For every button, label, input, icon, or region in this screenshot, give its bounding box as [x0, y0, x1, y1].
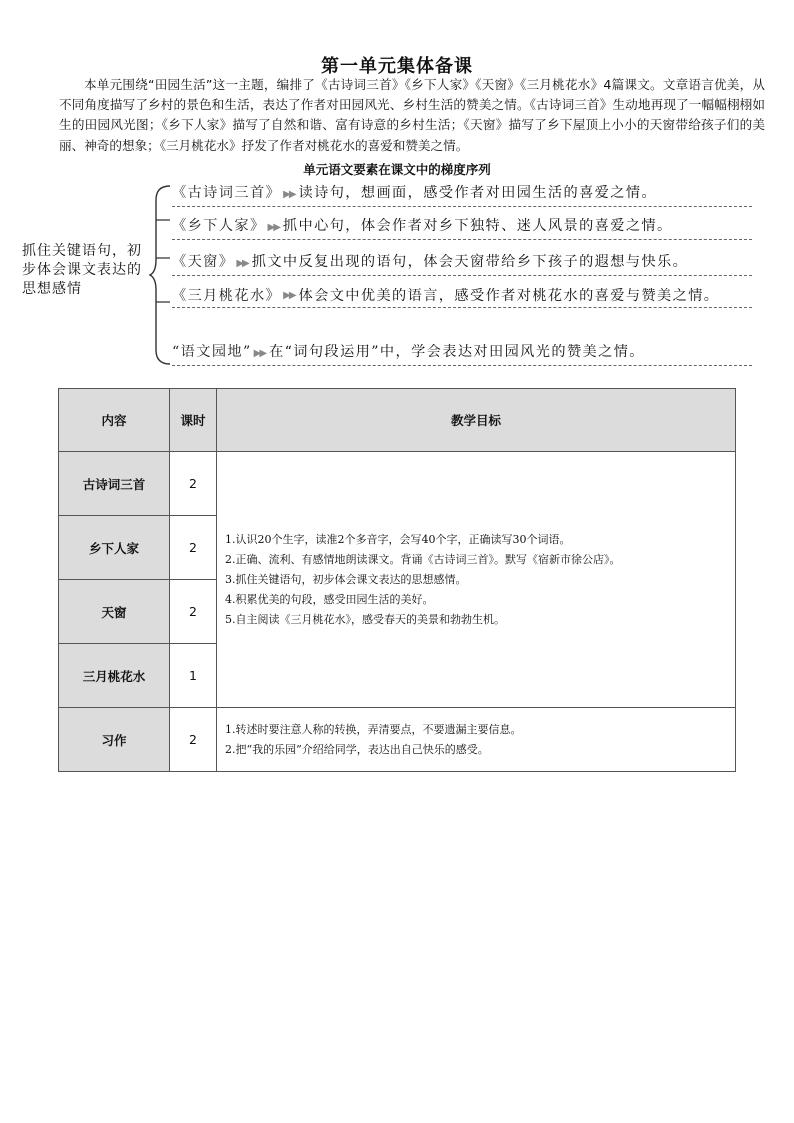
page-title: 第一单元集体备课	[321, 56, 473, 77]
header-content: 内容	[59, 389, 170, 452]
sequence-item	[172, 218, 752, 240]
header-goals: 教学目标	[217, 389, 736, 452]
table-row	[59, 452, 736, 516]
sequence-book: 《古诗词三首》	[172, 185, 282, 201]
sequence-book: 《乡下人家》	[172, 218, 266, 234]
goal-item: 5.自主阅读《三月桃花水》，感受春天的美景和勃勃生机。	[225, 612, 505, 626]
sequence-desc: 读诗句，想画面，感受作者对田园生活的喜爱之情。	[298, 185, 658, 201]
sequence-book: “语文园地”	[172, 344, 252, 360]
double-arrow-icon: ▶▶	[283, 290, 295, 301]
sequence-desc: 抓中心句，体会作者对乡下独特、迷人风景的喜爱之情。	[282, 218, 673, 234]
goal-item: 2.把“我的乐园”介绍给同学，表达出自己快乐的感受。	[225, 742, 489, 756]
sequence-item	[172, 344, 752, 366]
sequence-desc: 在“词句段运用”中，学会表达对田园风光的赞美之情。	[269, 344, 645, 360]
lesson-hours: 2	[170, 516, 217, 580]
table-row	[59, 708, 736, 772]
sequence-item	[172, 185, 752, 207]
goal-item: 1.认识20个生字，读准2个多音字，会写40个字，正确读写30个词语。	[225, 532, 571, 546]
double-arrow-icon: ▶▶	[253, 348, 266, 359]
lesson-name: 乡下人家	[59, 516, 170, 580]
double-arrow-icon: ▶▶	[267, 222, 279, 233]
goal-item: 2.正确、流利、有感情地朗读课文。背诵《古诗词三首》。默写《宿新市徐公店》。	[225, 552, 621, 566]
lesson-name: 习作	[59, 708, 170, 772]
lesson-name: 古诗词三首	[59, 452, 170, 516]
double-arrow-icon: ▶▶	[236, 258, 248, 269]
lesson-hours: 2	[170, 452, 217, 516]
sequence-label: 抓住关键语句，初步体会课文表达的思想感情	[22, 243, 142, 297]
header-hours: 课时	[170, 389, 217, 452]
sequence-book: 《三月桃花水》	[172, 288, 282, 304]
sequence-item	[172, 288, 752, 308]
sequence-book: 《天窗》	[172, 254, 235, 270]
lesson-hours: 2	[170, 708, 217, 772]
sequence-desc: 体会文中优美的语言，感受作者对桃花水的喜爱与赞美之情。	[298, 288, 720, 304]
lesson-name: 三月桃花水	[59, 644, 170, 708]
lesson-name: 天窗	[59, 580, 170, 644]
brace-connector	[148, 180, 174, 370]
goal-item: 1.转述时要注意人称的转换，弄清要点，不要遗漏主要信息。	[225, 722, 522, 736]
sequence-desc: 抓文中反复出现的语句，体会天窗带给乡下孩子的遐想与快乐。	[251, 254, 689, 270]
table-header-row	[59, 389, 736, 452]
goal-item: 4.积累优美的句段，感受田园生活的美好。	[225, 592, 434, 606]
double-arrow-icon: ▶▶	[283, 189, 295, 200]
lesson-hours: 1	[170, 644, 217, 708]
intro-paragraph: 本单元围绕“田园生活”这一主题，编排了《古诗词三首》《乡下人家》《天窗》《三月桃花水》4篇课文。文章语言优美，从不同角度描写了乡村的景色和生活，表达了作者对田园风光、乡村生活的赞美之情。《古诗词三首》生动地再现了一幅幅栩栩如生的田园风光图；《乡下人家》描写了自然和谐、富有诗意的乡村生活；《天窗》描写了乡下屋顶上小小的天窗带给孩子们的美丽、神奇的想象；《三月桃花水》抒发了作者对桃花水的喜爱和赞美之情。	[59, 77, 765, 153]
writing-goals	[217, 708, 736, 772]
lesson-hours: 2	[170, 580, 217, 644]
teaching-plan-table	[58, 388, 736, 772]
sequence-item	[172, 254, 752, 276]
sequence-subtitle: 单元语文要素在课文中的梯度序列	[303, 162, 491, 177]
unit-goals	[217, 452, 736, 708]
goal-item: 3.抓住关键语句，初步体会课文表达的思想感情。	[225, 572, 467, 586]
